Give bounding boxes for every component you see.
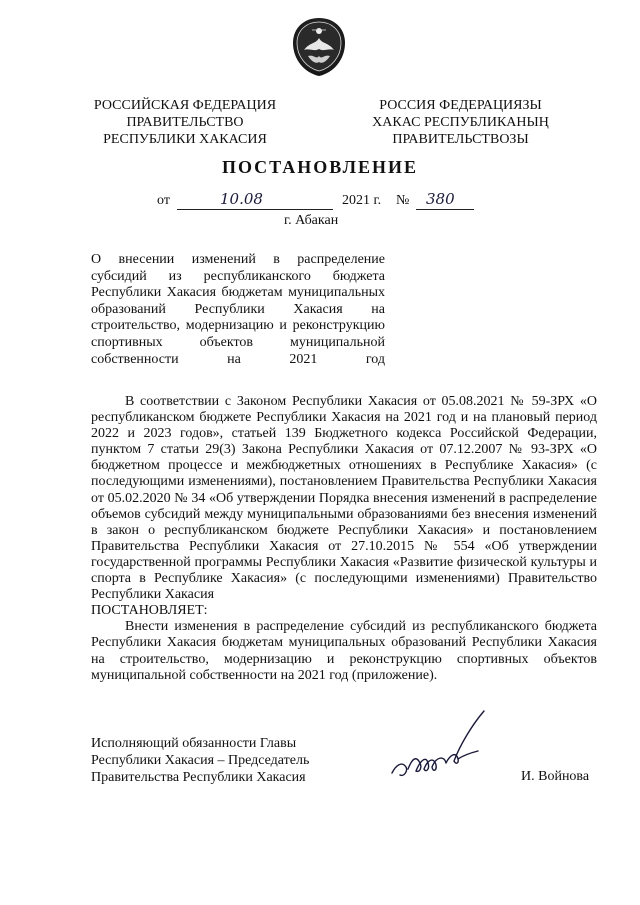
date-year: 2021 г. <box>342 193 382 208</box>
number-handwritten: 380 <box>426 190 455 208</box>
header-right-line-2: ХАКАС РЕСПУБЛИКАНЫҢ <box>372 115 549 130</box>
document-title: ПОСТАНОВЛЕНИЕ <box>221 157 419 177</box>
number-sign: № <box>396 193 410 208</box>
signatory-position-line-3: Правительства Республики Хакасия <box>91 770 306 785</box>
date-prefix: от <box>157 193 170 208</box>
body-paragraph-2: Внести изменения в распределение субсидий из республиканского бюджета Республики Хакасия бюджетам муниципальных образований Республики Хакасия на строительство, модернизацию и реконструкцию спортивных объектов муниципальной собственности на 2021 год (приложение). <box>91 619 597 683</box>
city-label: г. Абакан <box>284 213 339 228</box>
coat-of-arms-emblem <box>290 16 348 78</box>
header-left-line-3: РЕСПУБЛИКИ ХАКАСИЯ <box>103 132 267 147</box>
body-paragraph-1: В соответствии с Законом Республики Хакасия от 05.08.2021 № 59-ЗРХ «О республиканском бюджете Республики Хакасия на 2021 год и на плановый период 2022 и 2023 годов», статьей 139 Бюджетного кодекса Российской Федерации, пунктом 7 статьи 29(3) Закона Республики Хакасия от 07.12.2007 № 93-ЗРХ «О бюджетном процессе и межбюджетных отношениях в Республике Хакасия» (с последующими изменениями), постановлением Правительства Республики Хакасия от 05.02.2020 № 34 «Об утверждении Порядка внесения изменений в распределение объемов субсидий между муниципальными образованиями без внесения изменений в закон о республиканском бюджете Республики Хакасия» и постановлением Правительства Республики Хакасия от 27.10.2015 № 554 «Об утверждении государственной программы Республики Хакасия «Развитие физической культуры и спорта в Республике Хакасия» (с последующими изменениями) Правительство Республики Хакасия <box>91 394 597 603</box>
document-subject: О внесении изменений в распределение субсидий из республиканского бюджета Республики Хакасия бюджетам муниципальных образований Республики Хакасия на строительство, модернизацию и реконструкцию спортивных объектов муниципальной собственности на 2021 год <box>91 252 385 367</box>
header-right-line-1: РОССИЯ ФЕДЕРАЦИЯЗЫ <box>379 98 542 113</box>
document-body <box>91 394 597 684</box>
date-handwritten: 10.08 <box>220 190 263 208</box>
header-left-line-1: РОССИЙСКАЯ ФЕДЕРАЦИЯ <box>93 98 277 113</box>
signatory-name: И. Войнова <box>521 769 590 784</box>
header-right-line-3: ПРАВИТЕЛЬСТВОЗЫ <box>392 132 529 147</box>
header-right-block <box>358 97 563 148</box>
header-left-block <box>80 97 290 148</box>
signatory-position-line-1: Исполняющий обязанности Главы <box>91 736 297 751</box>
header-left-line-2: ПРАВИТЕЛЬСТВО <box>126 115 244 130</box>
decree-word: ПОСТАНОВЛЯЕТ: <box>91 603 208 619</box>
signatory-position-line-2: Республики Хакасия – Председатель <box>91 753 310 768</box>
handwritten-signature <box>386 705 496 791</box>
signatory-position <box>91 735 351 786</box>
